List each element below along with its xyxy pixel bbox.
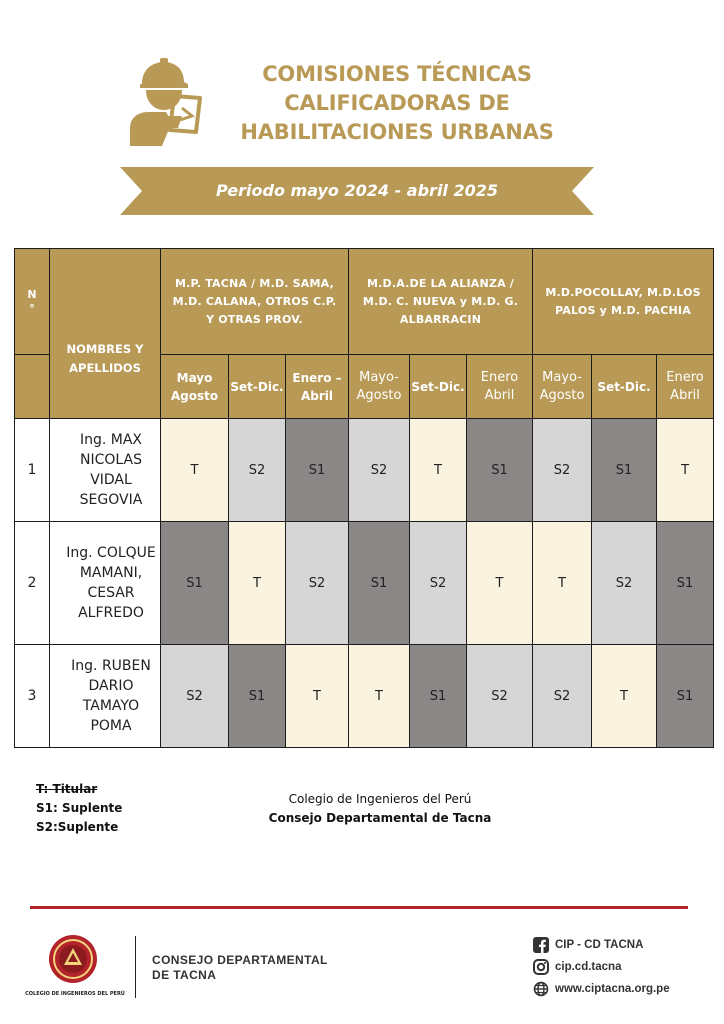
footer-council bbox=[152, 953, 328, 983]
role-cell: S1 bbox=[286, 419, 349, 522]
role-cell: S1 bbox=[229, 645, 286, 748]
role-cell: S2 bbox=[592, 522, 657, 645]
role-cell: T bbox=[349, 645, 410, 748]
role-cell: S2 bbox=[229, 419, 286, 522]
period-header: Enero –Abril bbox=[286, 355, 349, 419]
role-cell: S1 bbox=[467, 419, 533, 522]
table-row bbox=[15, 419, 714, 522]
table-row bbox=[15, 522, 714, 645]
role-cell: S1 bbox=[657, 645, 714, 748]
seal-caption: COLEGIO DE INGENIEROS DEL PERÚ bbox=[25, 991, 125, 997]
council-line-1: CONSEJO DEPARTAMENTAL bbox=[152, 953, 328, 967]
instagram-link[interactable] bbox=[533, 956, 670, 978]
role-cell: T bbox=[657, 419, 714, 522]
number-header-blank bbox=[15, 355, 50, 419]
role-cell: S2 bbox=[410, 522, 467, 645]
period-ribbon bbox=[120, 167, 594, 215]
title-line-1: COMISIONES TÉCNICAS bbox=[262, 62, 532, 86]
period-header: Enero Abril bbox=[467, 355, 533, 419]
role-cell: S1 bbox=[592, 419, 657, 522]
role-cell: S1 bbox=[657, 522, 714, 645]
role-cell: T bbox=[592, 645, 657, 748]
names-header: NOMBRES Y APELLIDOS bbox=[50, 249, 161, 419]
council-line-2: DE TACNA bbox=[152, 968, 217, 982]
legend-s2: S2:Suplente bbox=[36, 820, 119, 834]
period-header: Enero Abril bbox=[657, 355, 714, 419]
role-cell: T bbox=[229, 522, 286, 645]
period-header: Mayo-Agosto bbox=[533, 355, 592, 419]
title-line-2: CALIFICADORAS DE bbox=[284, 91, 510, 115]
role-cell: S2 bbox=[533, 645, 592, 748]
member-name: Ing. RUBEN DARIO TAMAYO POMA bbox=[50, 645, 161, 748]
role-cell: T bbox=[410, 419, 467, 522]
table-row bbox=[15, 645, 714, 748]
period-header: Mayo-Agosto bbox=[349, 355, 410, 419]
website-link[interactable] bbox=[533, 978, 670, 1000]
row-number: 2 bbox=[15, 522, 50, 645]
group-header-1: M.P. TACNA / M.D. SAMA, M.D. CALANA, OTROS C.P. Y OTRAS PROV. bbox=[161, 249, 349, 355]
role-cell: S2 bbox=[286, 522, 349, 645]
role-cell: S1 bbox=[410, 645, 467, 748]
legend bbox=[36, 780, 122, 837]
college-signature bbox=[240, 790, 520, 828]
role-cell: S1 bbox=[161, 522, 229, 645]
group-header-3: M.D.POCOLLAY, M.D.LOS PALOS y M.D. PACHIA bbox=[533, 249, 714, 355]
footer-divider bbox=[30, 906, 688, 909]
instagram-icon bbox=[533, 959, 549, 975]
facebook-icon bbox=[533, 937, 549, 953]
role-cell: S2 bbox=[533, 419, 592, 522]
college-name: Colegio de Ingenieros del Perú bbox=[288, 792, 472, 806]
row-number: 1 bbox=[15, 419, 50, 522]
website-label: www.ciptacna.org.pe bbox=[555, 983, 670, 995]
role-cell: T bbox=[161, 419, 229, 522]
period-header: Set-Dic. bbox=[592, 355, 657, 419]
contact-list bbox=[533, 934, 670, 1000]
role-cell: S2 bbox=[161, 645, 229, 748]
council-name: Consejo Departamental de Tacna bbox=[268, 811, 492, 825]
period-label: Periodo mayo 2024 - abril 2025 bbox=[215, 181, 499, 200]
group-header-2: M.D.A.DE LA ALIANZA / M.D. C. NUEVA y M.D. G. ALBARRACIN bbox=[349, 249, 533, 355]
member-name: Ing. COLQUE MAMANI, CESAR ALFREDO bbox=[50, 522, 161, 645]
role-cell: T bbox=[533, 522, 592, 645]
period-header: Set-Dic. bbox=[410, 355, 467, 419]
legend-s1: S1: Suplente bbox=[36, 801, 123, 815]
engineer-icon bbox=[122, 56, 208, 146]
footer-separator bbox=[135, 936, 136, 998]
role-cell: T bbox=[286, 645, 349, 748]
legend-titular: T: Titular bbox=[36, 782, 98, 796]
role-cell: S2 bbox=[349, 419, 410, 522]
title-line-3: HABILITACIONES URBANAS bbox=[240, 120, 554, 144]
period-header: Set-Dic. bbox=[229, 355, 286, 419]
instagram-label: cip.cd.tacna bbox=[555, 961, 622, 973]
row-number: 3 bbox=[15, 645, 50, 748]
role-cell: T bbox=[467, 522, 533, 645]
commission-table bbox=[14, 248, 714, 748]
page-title bbox=[215, 60, 579, 147]
number-header: N ° bbox=[15, 249, 50, 355]
facebook-link[interactable] bbox=[533, 934, 670, 956]
period-header: Mayo Agosto bbox=[161, 355, 229, 419]
globe-icon bbox=[533, 981, 549, 997]
facebook-label: CIP - CD TACNA bbox=[555, 939, 644, 951]
role-cell: S2 bbox=[467, 645, 533, 748]
role-cell: S1 bbox=[349, 522, 410, 645]
cip-seal-icon bbox=[48, 934, 98, 984]
member-name: Ing. MAX NICOLAS VIDAL SEGOVIA bbox=[50, 419, 161, 522]
